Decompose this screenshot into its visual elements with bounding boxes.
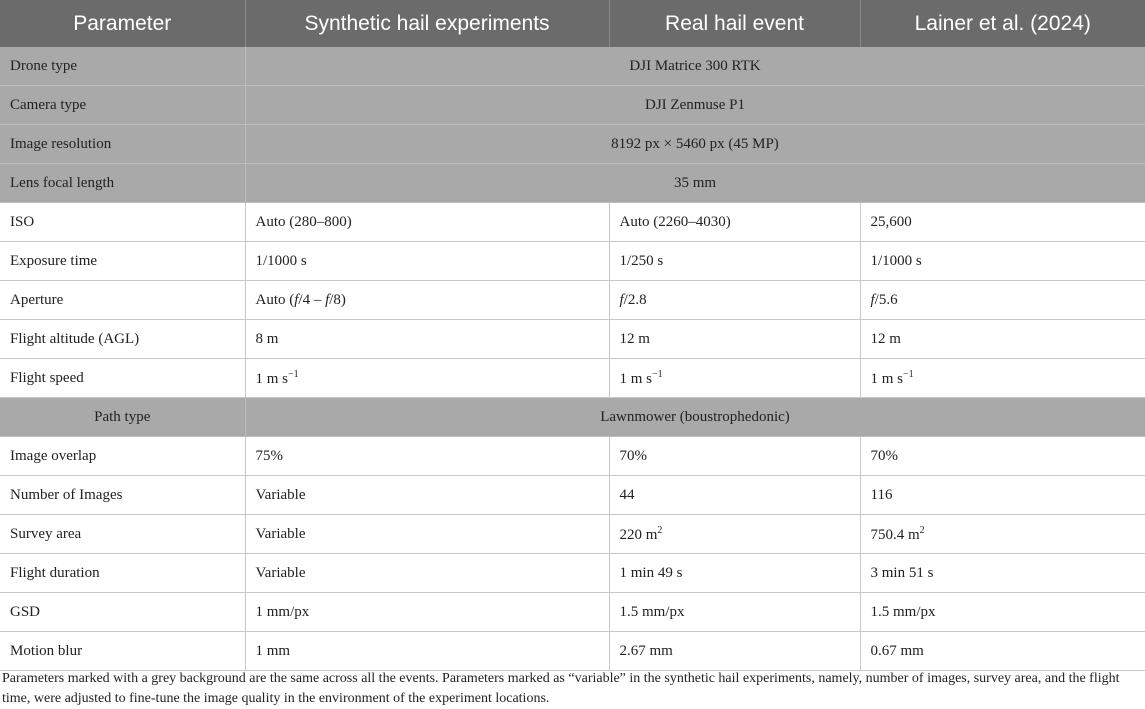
real-cell: 70% xyxy=(609,437,860,476)
lainer-cell: 3 min 51 s xyxy=(860,554,1145,593)
row-label: Image resolution xyxy=(0,125,245,164)
row-label: Survey area xyxy=(0,515,245,554)
row-label: Aperture xyxy=(0,281,245,320)
table-row xyxy=(0,593,1145,632)
row-label: Camera type xyxy=(0,86,245,125)
row-label: Number of Images xyxy=(0,476,245,515)
synthetic-cell: Variable xyxy=(245,476,609,515)
header-synthetic: Synthetic hail experiments xyxy=(245,0,609,47)
synthetic-cell: Variable xyxy=(245,554,609,593)
row-label: Flight duration xyxy=(0,554,245,593)
lainer-cell: 1/1000 s xyxy=(860,242,1145,281)
aperture-prefix: Auto ( xyxy=(255,291,295,308)
f-symbol: f xyxy=(619,291,624,308)
lainer-cell xyxy=(860,359,1145,398)
synthetic-cell: Auto (280–800) xyxy=(245,203,609,242)
row-label: Image overlap xyxy=(0,437,245,476)
speed-exponent: −1 xyxy=(288,368,299,380)
synthetic-cell xyxy=(245,281,609,320)
aperture-range-b: /8) xyxy=(329,291,346,308)
row-label: ISO xyxy=(0,203,245,242)
real-cell: 2.67 mm xyxy=(609,632,860,671)
row-label: Path type xyxy=(0,398,245,437)
shared-value: DJI Matrice 300 RTK xyxy=(245,47,1145,86)
synthetic-cell: 1/1000 s xyxy=(245,242,609,281)
f-symbol: f xyxy=(325,291,330,308)
table-row xyxy=(0,320,1145,359)
real-cell: 1/250 s xyxy=(609,242,860,281)
lainer-cell xyxy=(860,281,1145,320)
speed-value: 1 m s xyxy=(619,370,653,387)
survey-real: 220 m xyxy=(619,526,658,543)
lainer-cell: 0.67 mm xyxy=(860,632,1145,671)
synthetic-cell: 75% xyxy=(245,437,609,476)
speed-value: 1 m s xyxy=(255,370,289,387)
speed-value: 1 m s xyxy=(870,370,904,387)
speed-exponent: −1 xyxy=(652,368,663,380)
aperture-range-a: /4 – xyxy=(298,291,326,308)
real-cell: 44 xyxy=(609,476,860,515)
table-row xyxy=(0,476,1145,515)
lainer-cell: 1.5 mm/px xyxy=(860,593,1145,632)
area-exponent: 2 xyxy=(657,524,663,536)
aperture-real: /2.8 xyxy=(623,291,647,308)
synthetic-cell: 8 m xyxy=(245,320,609,359)
table-row xyxy=(0,203,1145,242)
f-symbol: f xyxy=(870,291,875,308)
synthetic-cell xyxy=(245,359,609,398)
aperture-lainer: /5.6 xyxy=(874,291,898,308)
table-row xyxy=(0,398,1145,437)
table-row xyxy=(0,125,1145,164)
lainer-cell: 12 m xyxy=(860,320,1145,359)
real-cell: Auto (2260–4030) xyxy=(609,203,860,242)
table-row xyxy=(0,47,1145,86)
table-row xyxy=(0,86,1145,125)
real-cell xyxy=(609,281,860,320)
table-row xyxy=(0,437,1145,476)
table-footnote: Parameters marked with a grey background are the same across all the events. Parameters marked as “variable” in the synthetic hail experiments, namely, number of images, survey area, and the flight time, were adjusted to fine-tune the image quality in the environment of the experiment locations. xyxy=(2,671,1120,706)
lainer-cell xyxy=(860,515,1145,554)
header-parameter: Parameter xyxy=(0,0,245,47)
shared-value: Lawnmower (boustrophedonic) xyxy=(245,398,1145,437)
table-row xyxy=(0,359,1145,398)
shared-value: 35 mm xyxy=(245,164,1145,203)
real-cell: 1 min 49 s xyxy=(609,554,860,593)
lainer-cell: 25,600 xyxy=(860,203,1145,242)
row-label: Lens focal length xyxy=(0,164,245,203)
row-label: Flight altitude (AGL) xyxy=(0,320,245,359)
synthetic-cell: 1 mm xyxy=(245,632,609,671)
real-cell xyxy=(609,515,860,554)
row-label: Motion blur xyxy=(0,632,245,671)
header-lainer: Lainer et al. (2024) xyxy=(860,0,1145,47)
header-real: Real hail event xyxy=(609,0,860,47)
survey-lainer: 750.4 m xyxy=(870,526,920,543)
synthetic-cell: 1 mm/px xyxy=(245,593,609,632)
table-row xyxy=(0,242,1145,281)
lainer-cell: 70% xyxy=(860,437,1145,476)
table-row xyxy=(0,281,1145,320)
synthetic-cell: Variable xyxy=(245,515,609,554)
table-row xyxy=(0,164,1145,203)
row-label: Flight speed xyxy=(0,359,245,398)
real-cell: 12 m xyxy=(609,320,860,359)
real-cell xyxy=(609,359,860,398)
table-row xyxy=(0,632,1145,671)
row-label: Drone type xyxy=(0,47,245,86)
shared-value: DJI Zenmuse P1 xyxy=(245,86,1145,125)
row-label: GSD xyxy=(0,593,245,632)
speed-exponent: −1 xyxy=(903,368,914,380)
f-symbol: f xyxy=(294,291,299,308)
area-exponent: 2 xyxy=(919,524,925,536)
row-label: Exposure time xyxy=(0,242,245,281)
lainer-cell: 116 xyxy=(860,476,1145,515)
shared-value: 8192 px × 5460 px (45 MP) xyxy=(245,125,1145,164)
table-row xyxy=(0,554,1145,593)
real-cell: 1.5 mm/px xyxy=(609,593,860,632)
table-row xyxy=(0,515,1145,554)
header-row xyxy=(0,0,1145,47)
